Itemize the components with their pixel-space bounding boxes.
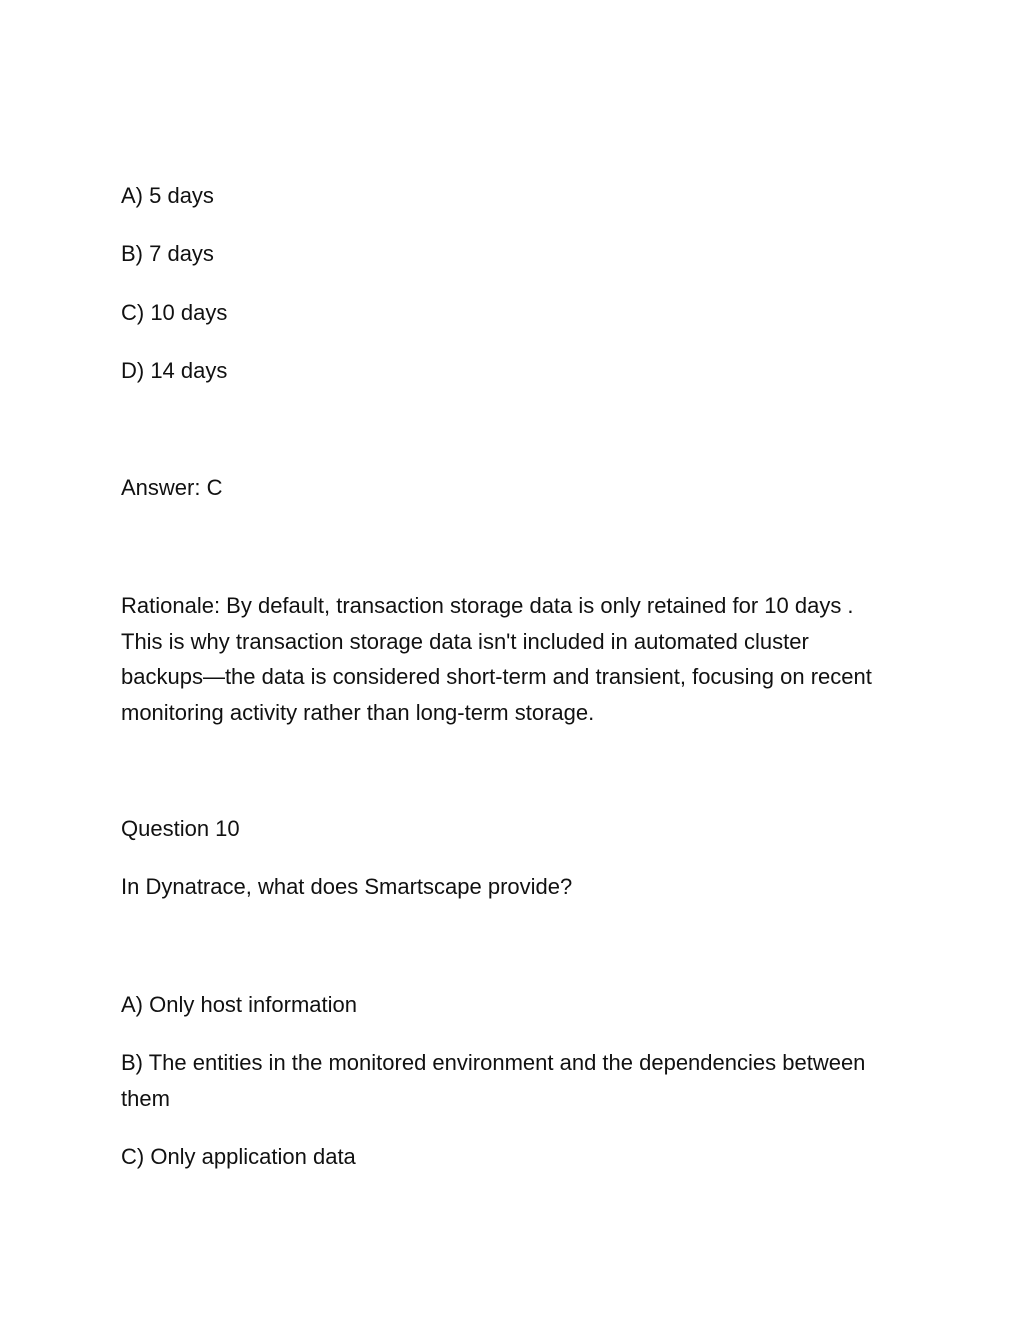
rationale-paragraph: Rationale: By default, transaction storage data is only retained for 10 days . This is why transaction storage data isn't included in automated cluster backups—the data is considered short-term and transient, focusing on recent monitoring activity rather than long-term storage.	[121, 593, 872, 725]
question-option-a: A) Only host information	[121, 992, 357, 1017]
option-a-5-days: A) 5 days	[121, 183, 214, 208]
answer-line: Answer: C	[121, 475, 223, 500]
question-prompt: In Dynatrace, what does Smartscape provide?	[121, 874, 573, 899]
option-c-10-days: C) 10 days	[121, 300, 228, 325]
option-b-7-days: B) 7 days	[121, 241, 214, 266]
option-d-14-days: D) 14 days	[121, 358, 228, 383]
question-title: Question 10	[121, 816, 240, 841]
question-option-c: C) Only application data	[121, 1144, 356, 1169]
question-option-b: B) The entities in the monitored environment and the dependencies between them	[121, 1050, 866, 1111]
